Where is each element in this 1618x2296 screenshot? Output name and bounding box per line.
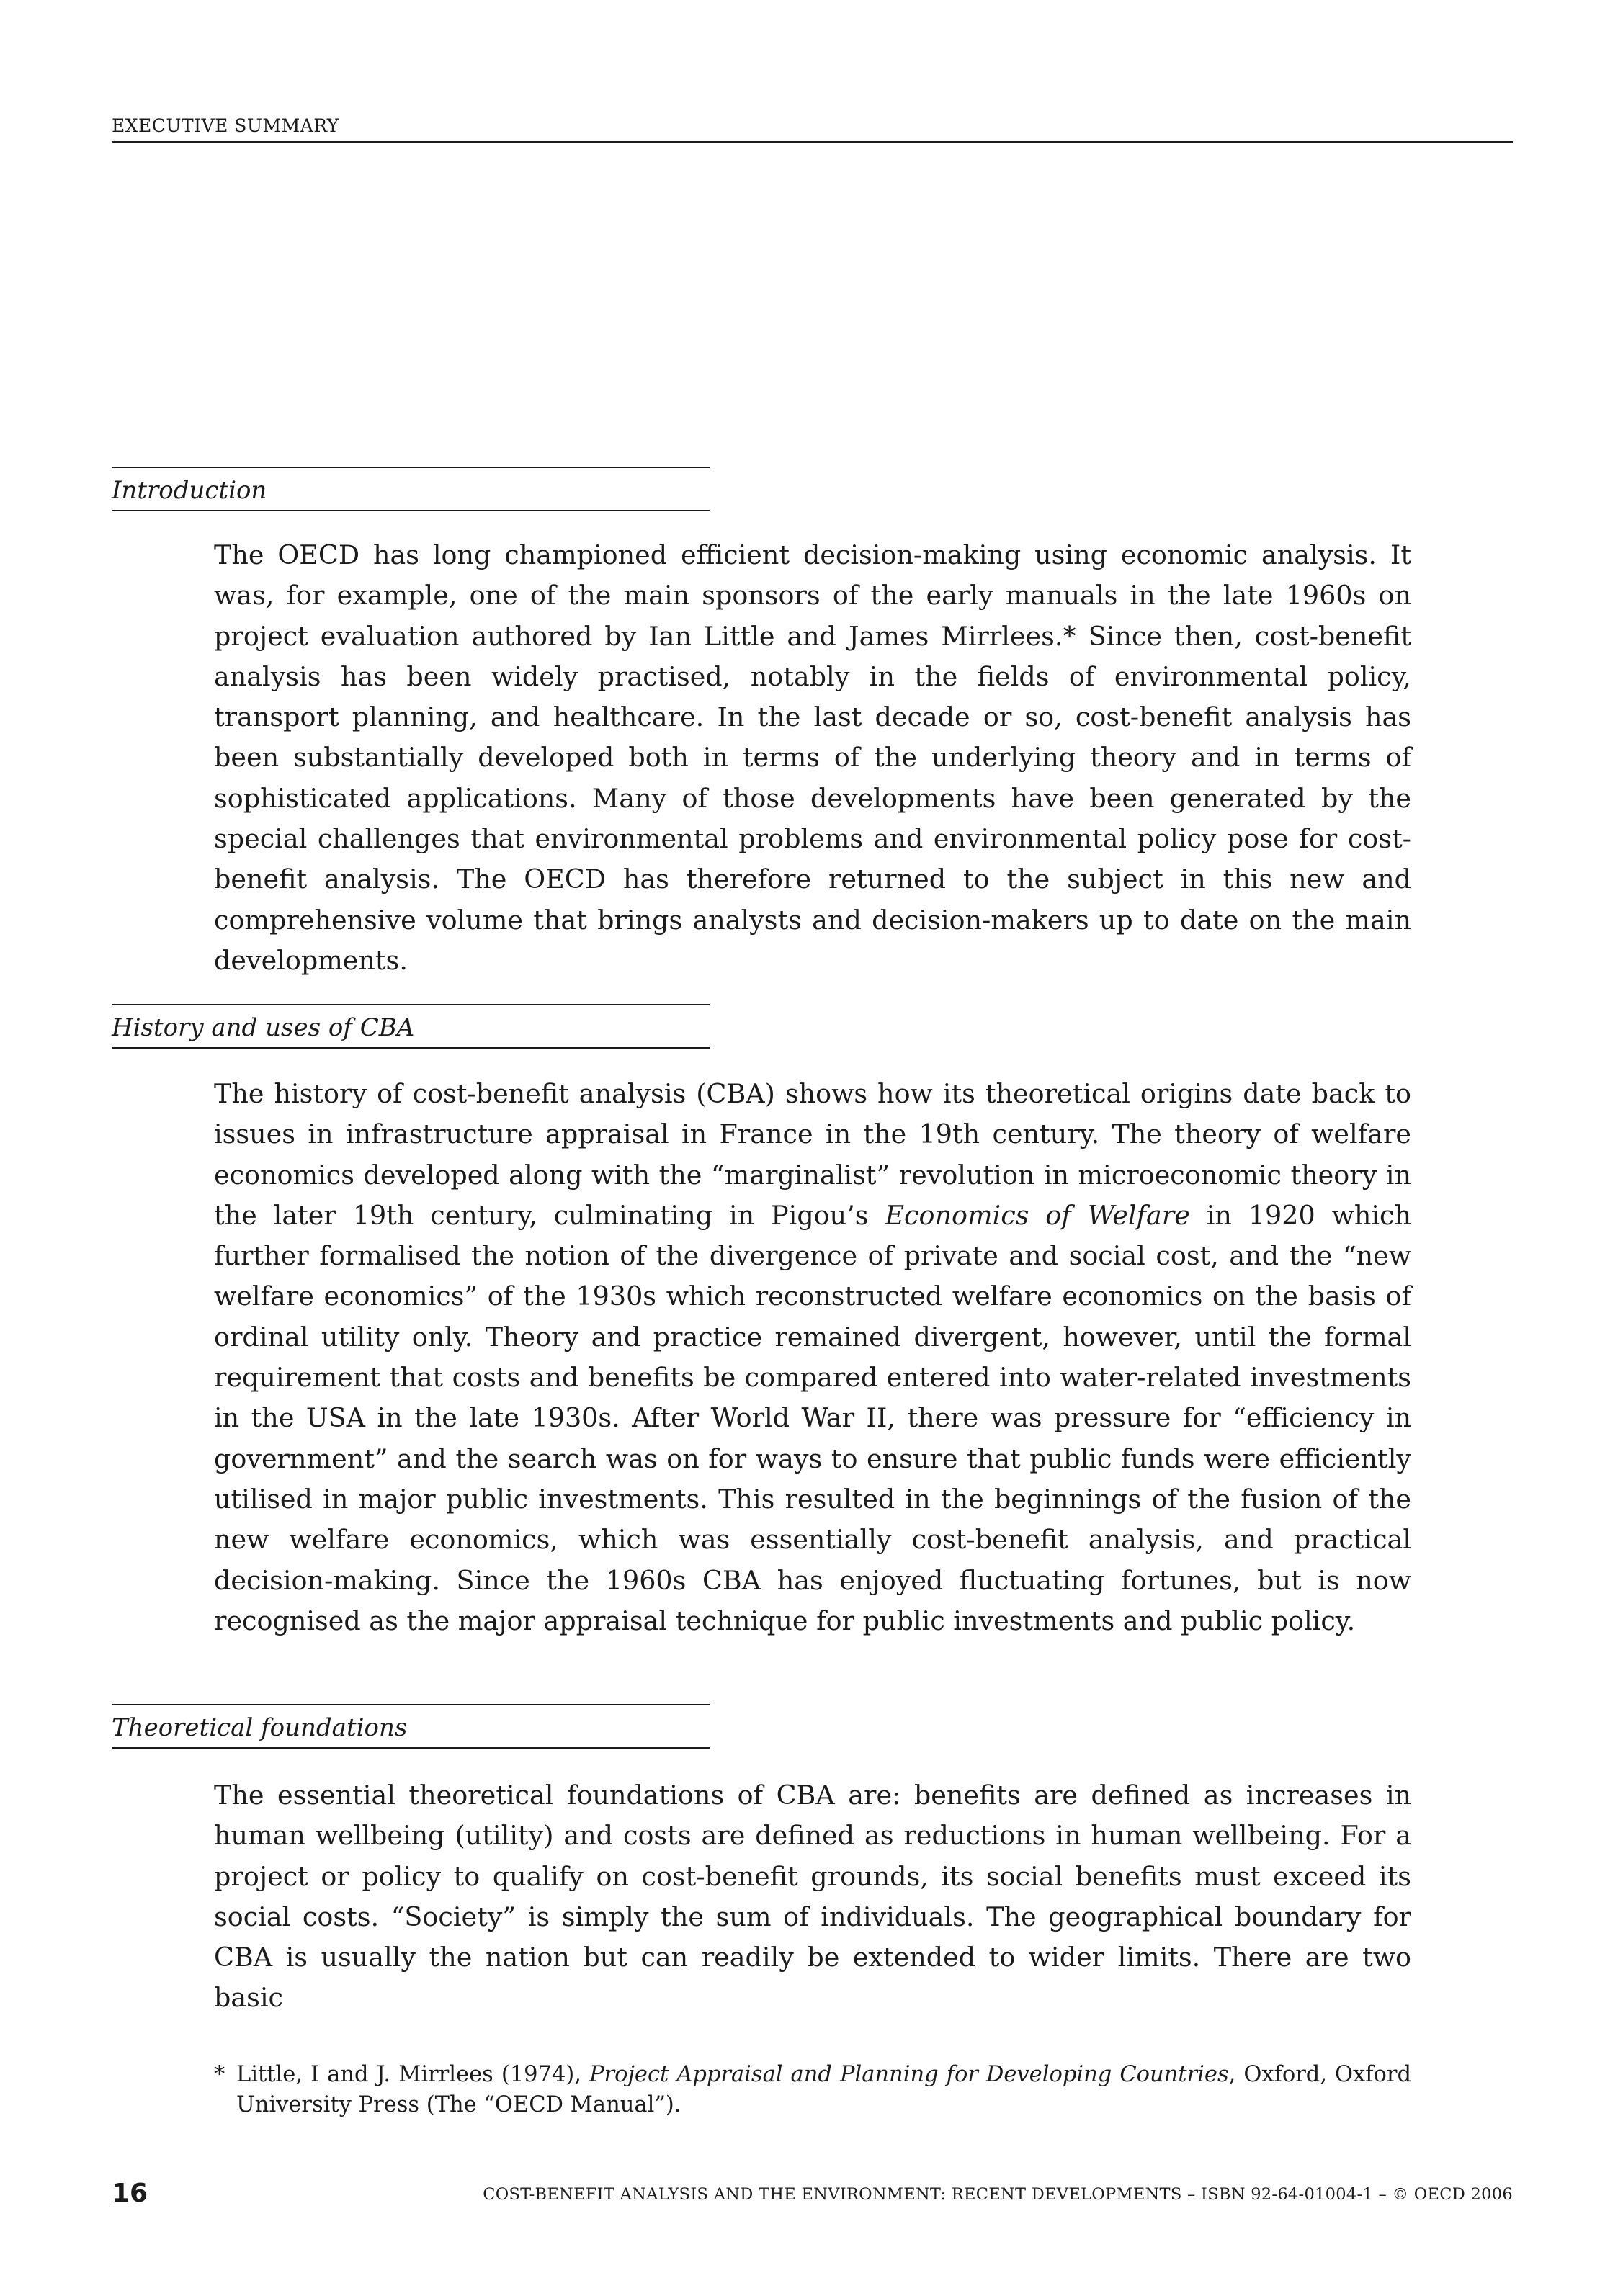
section-title-history: History and uses of CBA: [112, 1004, 710, 1049]
section-title-theoretical-foundations: Theoretical foundations: [112, 1704, 710, 1749]
book-title-economics-of-welfare: Economics of Welfare: [885, 1199, 1190, 1231]
footnote-part-1: Little, I and J. Mirrlees (1974),: [236, 2062, 589, 2087]
paragraph-theoretical-foundations: The essential theoretical foundations of CBA are: benefits are defined as increases in human wellbeing (utility) and costs are defined as reductions in human wellbeing. For a project or policy to qualify on cost-benefit grounds, its social benefits must exceed its social costs. “Society” is simply the sum of individuals. The geographical boundary for CBA is usually the nation but can readily be extended to wider limits. There are two basic: [214, 1780, 1411, 2014]
footnote: [214, 2060, 1411, 2120]
section-title-introduction: Introduction: [112, 467, 710, 511]
running-header: EXECUTIVE SUMMARY: [112, 115, 1513, 143]
publication-footer: COST-BENEFIT ANALYSIS AND THE ENVIRONMENT: RECENT DEVELOPMENTS – ISBN 92-64-01004-1 – © OECD 2006: [483, 2185, 1513, 2204]
footnote-book-title: Project Appraisal and Planning for Developing Countries: [589, 2062, 1229, 2087]
footnote-text: [214, 2060, 1411, 2120]
paragraph-history: [214, 1074, 1411, 1641]
paragraph-history-part-1: The history of cost-benefit analysis (CBA) shows how its theoretical origins date back to issues in infrastructure appraisal in France in the 19th century. The theory of welfare economics developed along with the “marginalist” revolution in microeconomic theory in the later 19th century, culminating in Pigou’s: [214, 1078, 1411, 1231]
footnote-marker: *: [214, 2062, 225, 2087]
footnote-part-2: , Oxford, Oxford University Press (The “OECD Manual”).: [236, 2062, 1412, 2117]
page-number: 16: [112, 2179, 148, 2208]
paragraph-history-part-2: in 1920 which further formalised the notion of the divergence of private and social cost, and the “new welfare economics” of the 1930s which reconstructed welfare economics on the basis of ordinal utility only. Theory and practice remained divergent, however, until the formal requirement that costs and benefits be compared entered into water-related investments in the USA in the late 1930s. After World War II, there was pressure for “efficiency in government” and the search was on for ways to ensure that public funds were efficiently utilised in major public investments. This resulted in the beginnings of the fusion of the new welfare economics, which was essentially cost-benefit analysis, and practical decision-making. Since the 1960s CBA has enjoyed fluctuating fortunes, but is now recognised as the major appraisal technique for public investments and public policy.: [214, 1199, 1411, 1636]
paragraph-introduction: The OECD has long championed efficient decision-making using economic analysis. It was, for example, one of the main sponsors of the early manuals in the late 1960s on project evaluation authored by Ian Little and James Mirrlees.* Since then, cost-benefit analysis has been widely practised, notably in the fields of environmental policy, transport planning, and healthcare. In the last decade or so, cost-benefit analysis has been substantially developed both in terms of the underlying theory and in terms of sophisticated applications. Many of those developments have been generated by the special challenges that environmental problems and environmental policy pose for cost-benefit analysis. The OECD has therefore returned to the subject in this new and comprehensive volume that brings analysts and decision-makers up to date on the main developments.: [214, 539, 1411, 976]
